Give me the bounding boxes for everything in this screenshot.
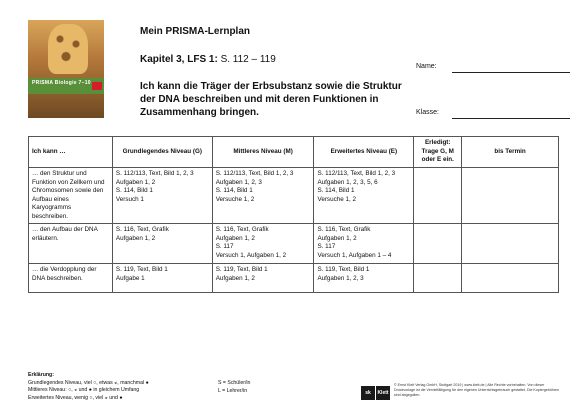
cell-basic: S. 119, Text, Bild 1 Aufgabe 1: [112, 264, 212, 293]
cell-can: … den Aufbau der DNA erläutern.: [29, 224, 113, 264]
cell-medium: S. 119, Text, Bild 1 Aufgaben 1, 2: [212, 264, 314, 293]
cell-advanced: S. 112/113, Text, Bild 1, 2, 3 Aufgaben 1, 2, 3, 5, 6 S. 114, Bild 1 Versuche 1, 2: [314, 168, 414, 224]
klett-logo-mark: Klett: [376, 386, 390, 400]
role-student: S = Schüler/in: [218, 380, 251, 386]
page-title: Mein PRISMA-Lernplan: [140, 26, 251, 37]
legend-line: Grundlegendes Niveau, viel ○, etwas ◒, manchmal ●: [28, 379, 149, 386]
header-done: Erledigt: Trage G, M oder E ein.: [414, 137, 462, 168]
cell-advanced: S. 119, Text, Bild 1 Aufgaben 1, 2, 3: [314, 264, 414, 293]
cell-done[interactable]: [414, 224, 462, 264]
table-row: [29, 224, 559, 264]
book-cover-image: [28, 20, 104, 118]
legend-line: Mittleres Niveau: ○, ◒ und ● in gleichem Umfang: [28, 387, 140, 393]
header-can: Ich kann …: [29, 137, 113, 168]
legend-heading: Erklärung:: [28, 372, 54, 378]
header-due-date: bis Termin: [462, 137, 559, 168]
table-row: [29, 168, 559, 224]
class-label: Klasse:: [416, 109, 439, 116]
cell-due[interactable]: [462, 224, 559, 264]
cell-medium: S. 112/113, Text, Bild 1, 2, 3 Aufgaben 1, 2, 3 S. 114, Bild 1 Versuche 1, 2: [212, 168, 314, 224]
cell-advanced: S. 116, Text, Grafik Aufgaben 1, 2 S. 117 Versuch 1, Aufgaben 1 – 4: [314, 224, 414, 264]
publisher-logo-tab: [92, 82, 102, 90]
name-field[interactable]: [416, 63, 437, 70]
cell-done[interactable]: [414, 168, 462, 224]
cell-done[interactable]: [414, 264, 462, 293]
klett-logo: sk: [361, 386, 375, 400]
cell-due[interactable]: [462, 168, 559, 224]
legend: [28, 372, 149, 402]
table-row: [29, 264, 559, 293]
cell-can: … den Struktur und Funktion von Zellkern und Chromosomen sowie den Aufbau eines Karyogramms beschreiben.: [29, 168, 113, 224]
chapter-line: [140, 54, 276, 65]
giraffe-illustration: [48, 24, 88, 74]
name-label: Name:: [416, 63, 437, 70]
name-underline: [452, 72, 570, 73]
cell-basic: S. 116, Text, Grafik Aufgaben 1, 2: [112, 224, 212, 264]
class-underline: [452, 118, 570, 119]
role-legend: [218, 380, 250, 395]
header-basic-level: Grundlegendes Niveau (G): [112, 137, 212, 168]
header-advanced-level: Erweitertes Niveau (E): [314, 137, 414, 168]
learning-goal: Ich kann die Träger der Erbsubstanz sowie die Struktur der DNA beschreiben und mit deren Funktionen in Zusammenhang bringen.: [140, 81, 402, 118]
chapter-pages: S. 112 – 119: [217, 54, 276, 65]
cell-due[interactable]: [462, 264, 559, 293]
cover-series-text: PRISMA Biologie 7–10: [32, 80, 91, 86]
cell-basic: S. 112/113, Text, Bild 1, 2, 3 Aufgaben 1, 2 S. 114, Bild 1 Versuch 1: [112, 168, 212, 224]
header-medium-level: Mittleres Niveau (M): [212, 137, 314, 168]
role-teacher: L = Lehrer/in: [218, 387, 248, 394]
class-field[interactable]: [416, 109, 439, 116]
cell-can: … die Verdopplung der DNA beschreiben.: [29, 264, 113, 293]
copyright-notice: © Ernst Klett Verlag GmbH, Stuttgart 2019 | www.klett.de | Alle Rechte vorbehalten. Von dieser Druckvorlage ist die Vervielfältigung für den eigenen Unterrichtsgebrauch gestattet. Die Kopiergebühren sind abgegolten.: [394, 383, 560, 397]
legend-line: Erweitertes Niveau, wenig ○, viel ◒ und ●: [28, 394, 123, 401]
learning-plan-table: [28, 136, 559, 293]
cell-medium: S. 116, Text, Grafik Aufgaben 1, 2 S. 117 Versuch 1, Aufgaben 1, 2: [212, 224, 314, 264]
table-header-row: [29, 137, 559, 168]
chapter-label: Kapitel 3, LFS 1:: [140, 54, 218, 65]
